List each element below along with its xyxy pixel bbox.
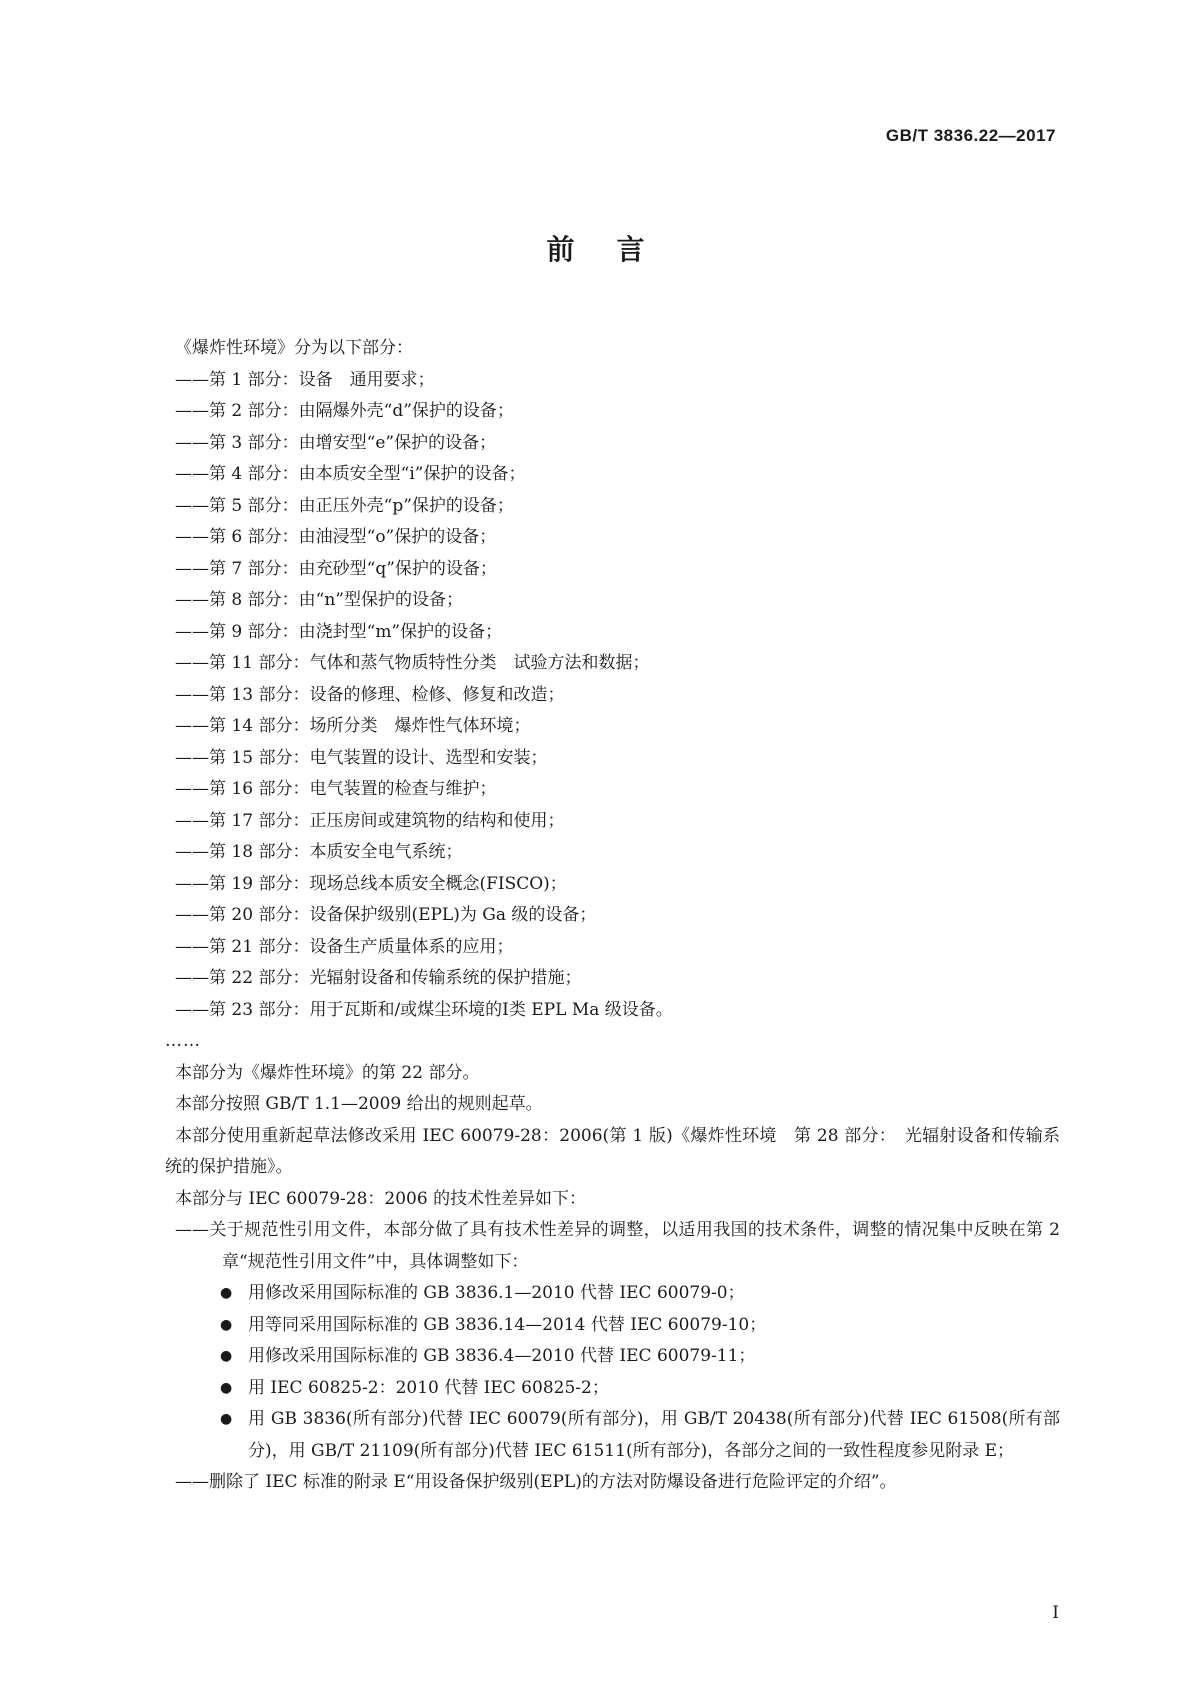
ellipsis: ……	[165, 1031, 201, 1051]
bullet-list	[165, 1278, 1060, 1467]
list-item: ——第 5 部分：由正压外壳“p”保护的设备；	[175, 495, 514, 516]
bullet-item	[165, 1404, 1060, 1467]
list-item: ——第 22 部分：光辐射设备和传输系统的保护措施；	[175, 968, 582, 988]
differences-paragraph: 本部分与 IEC 60079-28：2006 的技术性差异如下：	[175, 1188, 587, 1209]
bullet-item	[165, 1278, 1060, 1310]
difference-item: ——删除了 IEC 标准的附录 E“用设备保护级别(EPL)的方法对防爆设备进行危险评定的介绍”。	[175, 1472, 897, 1492]
page-title: 前言	[546, 233, 687, 266]
list-item: ——第 16 部分：电气装置的检查与维护；	[175, 779, 497, 799]
part-of-paragraph: 本部分为《爆炸性环境》的第 22 部分。	[175, 1062, 480, 1083]
list-item: ——第 1 部分：设备 通用要求；	[175, 369, 435, 390]
standard-number: GB/T 3836.22—2017	[885, 126, 1056, 145]
list-item: ——第 19 部分：现场总线本质安全概念(FISCO)；	[175, 873, 567, 894]
list-item: ——第 17 部分：正压房间或建筑物的结构和使用；	[175, 810, 565, 831]
list-item: ——第 20 部分：设备保护级别(EPL)为 Ga 级的设备；	[175, 905, 597, 925]
bullet-icon: ●	[220, 1379, 233, 1396]
bullet-text: 用 IEC 60825-2：2010 代替 IEC 60825-2；	[248, 1377, 609, 1398]
bullet-item	[165, 1310, 1060, 1342]
document-body	[165, 333, 1060, 1499]
list-item: ——第 6 部分：由油浸型“o”保护的设备；	[175, 527, 497, 547]
bullet-text: 用 GB 3836(所有部分)代替 IEC 60079(所有部分)，用 GB/T 20438(所有部分)代替 IEC 61508(所有部分)，用 GB/T 21109(所有部分)代替 IEC 61511(所有部分)，各部分之间的一致性程度参见附录 E；	[248, 1409, 1060, 1461]
intro-paragraph: 《爆炸性环境》分为以下部分：	[175, 338, 413, 358]
list-item: ——第 21 部分：设备生产质量体系的应用；	[175, 936, 514, 957]
list-item: ——第 4 部分：由本质安全型“i”保护的设备；	[175, 464, 526, 484]
list-item: ——第 7 部分：由充砂型“q”保护的设备；	[175, 558, 497, 579]
bullet-text: 用修改采用国际标准的 GB 3836.4—2010 代替 IEC 60079-11；	[248, 1346, 756, 1366]
list-item: ——第 14 部分：场所分类 爆炸性气体环境；	[175, 716, 531, 736]
list-item: ——第 2 部分：由隔爆外壳“d”保护的设备；	[175, 401, 514, 421]
list-item: ——第 9 部分：由浇封型“m”保护的设备；	[175, 621, 503, 642]
list-item: ——第 13 部分：设备的修理、检修、修复和改造；	[175, 684, 565, 705]
list-item: ——第 15 部分：电气装置的设计、选型和安装；	[175, 747, 548, 768]
difference-item: ——关于规范性引用文件，本部分做了具有技术性差异的调整，以适用我国的技术条件，调整的情况集中反映在第 2 章“规范性引用文件”中，具体调整如下：	[175, 1220, 1060, 1272]
drafting-paragraph: 本部分按照 GB/T 1.1—2009 给出的规则起草。	[175, 1094, 543, 1114]
list-item: ——第 23 部分：用于瓦斯和/或煤尘环境的Ⅰ类 EPL Ma 级设备。	[175, 999, 673, 1020]
bullet-icon: ●	[220, 1348, 233, 1364]
bullet-text: 用等同采用国际标准的 GB 3836.14—2014 代替 IEC 60079-10；	[248, 1314, 767, 1335]
bullet-icon: ●	[220, 1316, 233, 1333]
adoption-paragraph: 本部分使用重新起草法修改采用 IEC 60079-28：2006(第 1 版)《爆炸性环境 第 28 部分： 光辐射设备和传输系统的保护措施》。	[165, 1125, 1060, 1177]
bullet-item	[165, 1341, 1060, 1373]
bullet-icon: ●	[220, 1411, 233, 1427]
bullet-icon: ●	[220, 1285, 233, 1301]
page-number: I	[1052, 1603, 1059, 1623]
list-item: ——第 3 部分：由增安型“e”保护的设备；	[175, 432, 497, 453]
list-item: ——第 11 部分：气体和蒸气物质特性分类 试验方法和数据；	[175, 653, 650, 673]
list-item: ——第 18 部分：本质安全电气系统；	[175, 842, 463, 862]
bullet-text: 用修改采用国际标准的 GB 3836.1—2010 代替 IEC 60079-0；	[248, 1283, 745, 1303]
parts-list	[165, 365, 1060, 1027]
bullet-item	[165, 1373, 1060, 1405]
list-item: ——第 8 部分：由“n”型保护的设备；	[175, 590, 463, 610]
